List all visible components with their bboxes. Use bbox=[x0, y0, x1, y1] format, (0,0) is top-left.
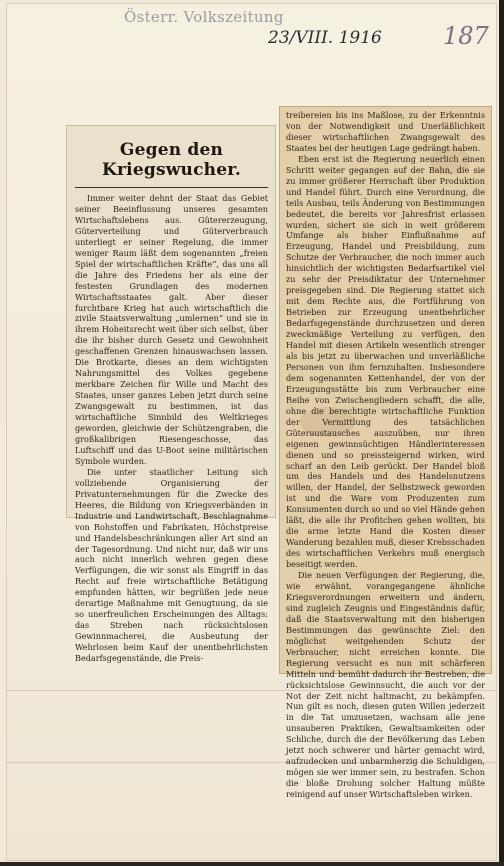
article-paragraph: Eben erst ist die Regierung neuerlich einen Schritt weiter gegangen auf der Bahn, die sie zu immer größerer Herrschaft über Produktion und Handel führt. Durch eine Verordnung, die teils Ausbau, teils Änderung von Bestimmungen bedeutet, die bereits vor Jahresfrist erlassen wurden, sichert sie sich in weit größerem Umfange als bisher Einflußnahme auf Erzeugung, Handel und Preisbildung, zum Schutze der Verbraucher, die noch immer auch hinsichtlich der wichtigsten Bedarfsartikel viel zu sehr der Preisdiktatur der Unternehmer preisgegeben sind. Die Regierung stattet sich mit dem Rechte aus, die Fortführung von Betrieben zur Erzeugung unentbehrlicher Bedarfsgegenstände durchzusetzen und deren zweckmäßige Verteilung zu verfügen, den Handel mit diesen Artikeln wesentlich strenger als bis jetzt zu überwachen und unverläßliche Personen von ihm fernzuhalten. Insbesondere dem sogenannten Kettenhandel, der von der Erzeugungsstätte bis zum Verbraucher eine Reihe von Zwischengliedern schafft, die alle, ohne die berechtigte wirtschaftliche Funktion der Vermittlung des tatsächlichen Güteraustausches auszuüben, nur ihren eigenen gewinnsüchtigen Händlerinteressen dienen und so preissteigernd wirken, wird scharf an den Leib gerückt. Der Handel bloß um des Handels und des Handelsnutzens willen, der Handel, der Selbstzweck geworden ist und die Ware vom Produzenten zum Konsumenten durch so und so viel Hände gehen läßt, die alle ihr Profitchen gehen wollten, bis die arme letzte Hand die Kosten dieser Wanderung bezahlen muß, dieser Krebsschaden des wirtschaftlichen Verkehrs muß energisch beseitigt werden. bbox=[286, 153, 485, 570]
clipping-left-column bbox=[66, 125, 276, 664]
article-paragraph: Die unter staatlicher Leitung sich vollziehende Organisierung der Privatunternehmungen für die Zwecke des Heeres, die Bildung von Kriegsverbänden in Industrie und Landwirtschaft, Beschlagnahme von Rohstoffen und Fabrikaten, Höchstpreise und Handelsbeschränkungen aller Art sind an der Tagesordnung. Und nicht nur, daß wir uns auch nicht innerlich wehren gegen diese Verfügungen, die wir sonst als Eingriff in das Recht auf freie wirtschaftliche Betätigung empfunden hätten, wir begrüßen jede neue derartige Maßnahme mit Genugtuung, da sie so unerfreulichen Erscheinungen des Alltags: das Streben nach rücksichtslosen Gewinnmacherei, die Ausbeutung der Wehrlosen beim Kauf der unentbehrlichsten Bedarfsgegenstände, die Preis- bbox=[75, 466, 268, 664]
article-paragraph: Die neuen Verfügungen der Regierung, die, wie erwähnt, vorangegangene ähnliche Kriegsverordnungen erweitern und ändern, sind zugleich Zeugnis und Eingeständnis dafür, daß die Staatsverwaltung mit den bisherigen Bestimmungen das gewünschte Ziel: den möglichst weitgehenden Schutz der Verbraucher, nicht erreichen konnte. Die Regierung versucht es nun mit schärferen Mitteln und bemüht dadurch ihr Bestreben, die rücksichtslose Gewinnsucht, die auch vor der Not der Zeit nicht haltmacht, zu bekämpfen. Nun gilt es noch, diesen guten Willen jederzeit in die Tat umzusetzen, wachsam alle jene unsauberen Praktiken, Gewaltsamkeiten oder Schliche, durch die der Bevölkerung das Leben jetzt noch schwerer und härter gemacht wird, aufzudecken und unbarmherzig die Schuldigen, mögen sie wer immer sein, zu bestrafen. Schon die bloße Drohung solcher Haltung müßte reinigend auf unser Wirtschaftsleben wirken. bbox=[286, 570, 485, 800]
article-headline: Gegen den Kriegswucher. bbox=[102, 140, 241, 180]
article-paragraph: Immer weiter dehnt der Staat das Gebiet seiner Beeinflussung unseres gesamten Wirtschaftslebens aus. Gütererzeugung, Güterverteilung und Güterverbrauch unterliegt er seiner Regelung, die immer weniger Raum läßt dem sogenannten „freien Spiel der wirtschaftlichen Kräfte“, das uns all die Jahre des Friedens her als eine der festesten Grundlagen des modernen Wirtschaftsstaates galt. Aber dieser furchtbare Krieg hat auch wirtschaftlich die zivile Staatsverwaltung „umlernen“ und sie in ihrem Hoheitsrecht weit über sich selbst, über die ihr bisher durch Gesetz und Gewohnheit geschaffenen Grenzen hinauswachsen lassen. Die Brotkarte, dieses an dem wichtigsten Nahrungsmittel des Volkes gegebene merkbare Zeichen für Wille und Macht des Staates, unser ganzes Leben jetzt durch seine Zwangsgewalt zu bestimmen, ist das wirtschaftliche Sinnbild des Weltkrieges geworden, gleichwie der Schützengraben, die großkalibrigen Riesengeschosse, das Luftschiff und das U-Boot seine militärischen Symbole wurden. bbox=[75, 193, 268, 466]
handwritten-date: 23/VIII. 1916 bbox=[268, 28, 382, 48]
article-paragraph: treibereien bis ins Maßlose, zu der Erkenntnis von der Notwendigkeit und Unerläßlichkeit dieser wirtschaftlichen Zwangsgewalt des Staates bei der heutigen Lage gedrängt haben. bbox=[286, 110, 485, 153]
scan-edge-right bbox=[499, 0, 504, 866]
scan-edge-bottom bbox=[0, 862, 504, 866]
clipping-right-column bbox=[279, 106, 492, 800]
headline-rule bbox=[75, 187, 268, 188]
article-body-left bbox=[75, 193, 268, 664]
handwritten-archive-number: 187 bbox=[443, 22, 489, 50]
article-body-right bbox=[286, 110, 485, 800]
newspaper-name-stamp: Österr. Volkszeitung bbox=[124, 8, 284, 26]
